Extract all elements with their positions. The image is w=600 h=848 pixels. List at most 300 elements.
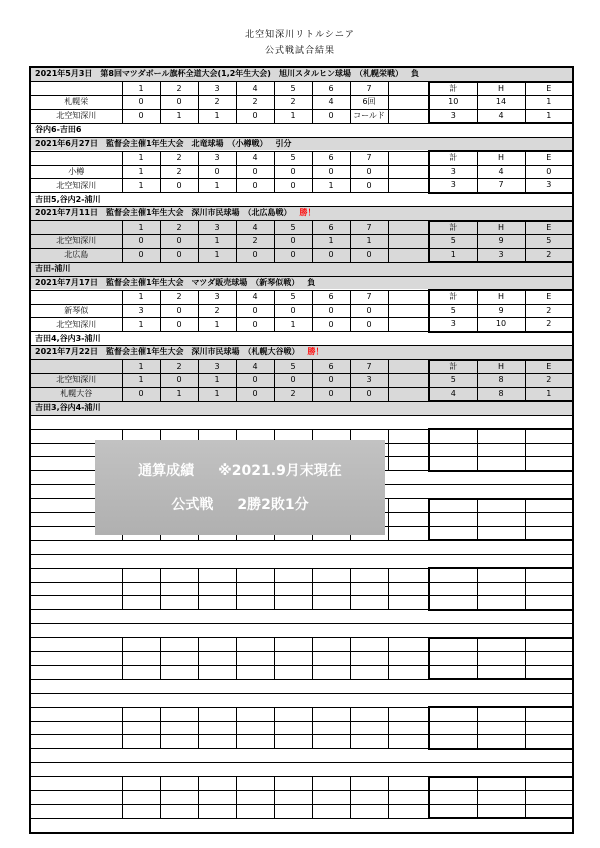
score-cell: 0 bbox=[236, 165, 274, 179]
empty-cell bbox=[525, 777, 573, 791]
score-cell: 2 bbox=[160, 165, 198, 179]
name-col-header bbox=[30, 221, 122, 235]
empty-cell bbox=[198, 665, 236, 679]
empty-cell bbox=[525, 443, 573, 457]
summary-category: 公式戦 bbox=[171, 497, 214, 513]
score-cell: 0 bbox=[312, 109, 350, 123]
empty-cell bbox=[30, 638, 122, 652]
name-col-header bbox=[30, 151, 122, 165]
empty-cell bbox=[274, 707, 312, 721]
empty-cell bbox=[30, 707, 122, 721]
score-cell: 6回 bbox=[350, 96, 388, 110]
empty-cell bbox=[477, 638, 525, 652]
empty-cell bbox=[350, 665, 388, 679]
empty-cell bbox=[160, 568, 198, 582]
empty-cell bbox=[198, 777, 236, 791]
empty-cell bbox=[429, 791, 477, 805]
score-cell: 1 bbox=[122, 179, 160, 193]
empty-footer-row bbox=[30, 540, 573, 554]
summary-record: 2勝2敗1分 bbox=[237, 497, 309, 513]
empty-cell bbox=[477, 735, 525, 749]
score-cell: 0 bbox=[312, 374, 350, 388]
score-cell: 0 bbox=[274, 374, 312, 388]
empty-cell bbox=[350, 582, 388, 596]
empty-cell bbox=[274, 652, 312, 666]
total-cell: 5 bbox=[429, 235, 477, 249]
total-header: 計 bbox=[429, 151, 477, 165]
hits-header: H bbox=[477, 151, 525, 165]
empty-cell bbox=[236, 596, 274, 610]
empty-cell bbox=[388, 596, 429, 610]
total-cell: 5 bbox=[429, 304, 477, 318]
empty-cell bbox=[236, 638, 274, 652]
empty-footer-row bbox=[30, 610, 573, 624]
errors-cell: 5 bbox=[525, 235, 573, 249]
inning-header: 7 bbox=[350, 360, 388, 374]
empty-cell bbox=[122, 596, 160, 610]
empty-cell bbox=[312, 721, 350, 735]
empty-cell bbox=[236, 791, 274, 805]
team-name-cell: 新琴似 bbox=[30, 304, 122, 318]
score-cell: 0 bbox=[160, 374, 198, 388]
score-cell: 0 bbox=[198, 165, 236, 179]
empty-cell bbox=[429, 707, 477, 721]
score-cell: 0 bbox=[350, 248, 388, 262]
empty-cell bbox=[312, 777, 350, 791]
empty-cell bbox=[122, 804, 160, 818]
inning-header: 3 bbox=[198, 290, 236, 304]
game-title-row bbox=[30, 346, 573, 360]
score-cell: 3 bbox=[122, 304, 160, 318]
game-result: 負 bbox=[410, 69, 419, 79]
inning-header: 2 bbox=[160, 360, 198, 374]
errors-header: E bbox=[525, 221, 573, 235]
empty-cell bbox=[236, 804, 274, 818]
summary-label: 通算成績 bbox=[138, 463, 195, 479]
empty-cell bbox=[274, 638, 312, 652]
game-title-text: 2021年5月3日 第8回マツダボール旗杯全道大会(1,2年生大会) 旭川スタルヒン球場 （札幌栄戦） bbox=[35, 69, 403, 79]
empty-cell bbox=[160, 804, 198, 818]
empty-cell bbox=[198, 568, 236, 582]
score-cell: 1 bbox=[160, 387, 198, 401]
hits-cell: 4 bbox=[477, 109, 525, 123]
spacer-cell bbox=[388, 290, 429, 304]
score-cell: 1 bbox=[198, 387, 236, 401]
empty-cell bbox=[477, 429, 525, 443]
inning-header: 1 bbox=[122, 360, 160, 374]
score-cell: 1 bbox=[160, 109, 198, 123]
game-title-text: 2021年7月22日 監督会主催1年生大会 深川市民球場 （札幌大谷戦） bbox=[35, 347, 300, 357]
empty-cell bbox=[525, 429, 573, 443]
score-cell: 1 bbox=[198, 109, 236, 123]
empty-cell bbox=[236, 652, 274, 666]
empty-cell bbox=[388, 526, 429, 540]
empty-cell bbox=[429, 429, 477, 443]
empty-cell bbox=[160, 735, 198, 749]
empty-cell bbox=[350, 652, 388, 666]
score-cell: 0 bbox=[274, 165, 312, 179]
game-title-text: 2021年7月11日 監督会主催1年生大会 深川市民球場 （北広島戦） bbox=[35, 208, 292, 218]
empty-cell bbox=[198, 707, 236, 721]
empty-cell bbox=[477, 707, 525, 721]
errors-cell: 1 bbox=[525, 109, 573, 123]
empty-cell bbox=[160, 638, 198, 652]
empty-cell bbox=[477, 652, 525, 666]
inning-header: 2 bbox=[160, 290, 198, 304]
total-header: 計 bbox=[429, 360, 477, 374]
errors-header: E bbox=[525, 290, 573, 304]
score-cell: 0 bbox=[350, 318, 388, 332]
total-header: 計 bbox=[429, 290, 477, 304]
empty-cell bbox=[477, 721, 525, 735]
empty-cell bbox=[477, 443, 525, 457]
empty-cell bbox=[236, 721, 274, 735]
hits-cell: 9 bbox=[477, 304, 525, 318]
empty-title-row bbox=[30, 624, 573, 638]
empty-title-row bbox=[30, 693, 573, 707]
hits-cell: 7 bbox=[477, 179, 525, 193]
empty-cell bbox=[30, 665, 122, 679]
inning-header: 3 bbox=[198, 221, 236, 235]
game-title-row bbox=[30, 207, 573, 221]
empty-cell bbox=[30, 721, 122, 735]
score-cell: 0 bbox=[122, 109, 160, 123]
spacer-cell bbox=[388, 248, 429, 262]
score-cell: 1 bbox=[312, 179, 350, 193]
score-cell: 0 bbox=[122, 387, 160, 401]
score-cell: 0 bbox=[122, 96, 160, 110]
score-cell: 0 bbox=[160, 248, 198, 262]
score-cell: 0 bbox=[312, 304, 350, 318]
score-cell: 0 bbox=[160, 235, 198, 249]
errors-cell: 0 bbox=[525, 165, 573, 179]
spacer-cell bbox=[388, 96, 429, 110]
hits-cell: 4 bbox=[477, 165, 525, 179]
empty-cell bbox=[122, 735, 160, 749]
empty-cell bbox=[122, 777, 160, 791]
empty-cell bbox=[477, 457, 525, 471]
empty-cell bbox=[429, 582, 477, 596]
score-cell: 0 bbox=[236, 179, 274, 193]
empty-cell bbox=[429, 665, 477, 679]
team-name-cell: 札幌大谷 bbox=[30, 387, 122, 401]
empty-cell bbox=[160, 596, 198, 610]
spacer-cell bbox=[388, 360, 429, 374]
empty-cell bbox=[477, 499, 525, 513]
team-name-cell: 北空知深川 bbox=[30, 235, 122, 249]
empty-cell bbox=[198, 582, 236, 596]
team-name-cell: 北空知深川 bbox=[30, 374, 122, 388]
empty-cell bbox=[388, 665, 429, 679]
empty-cell bbox=[312, 735, 350, 749]
spacer-cell bbox=[388, 374, 429, 388]
score-cell: 2 bbox=[236, 96, 274, 110]
errors-cell: 2 bbox=[525, 374, 573, 388]
empty-cell bbox=[388, 804, 429, 818]
empty-cell bbox=[350, 804, 388, 818]
inning-header: 6 bbox=[312, 151, 350, 165]
empty-cell bbox=[388, 638, 429, 652]
empty-cell bbox=[274, 791, 312, 805]
hits-cell: 14 bbox=[477, 96, 525, 110]
team-name-cell: 北空知深川 bbox=[30, 179, 122, 193]
errors-cell: 1 bbox=[525, 387, 573, 401]
battery-row: 吉田4,谷内3-浦川 bbox=[30, 332, 573, 346]
errors-cell: 3 bbox=[525, 179, 573, 193]
spacer-cell bbox=[388, 318, 429, 332]
score-cell: 1 bbox=[350, 235, 388, 249]
spacer-cell bbox=[388, 235, 429, 249]
name-col-header bbox=[30, 360, 122, 374]
empty-cell bbox=[30, 652, 122, 666]
empty-cell bbox=[160, 665, 198, 679]
empty-cell bbox=[477, 665, 525, 679]
hits-header: H bbox=[477, 290, 525, 304]
empty-cell bbox=[312, 568, 350, 582]
empty-cell bbox=[30, 804, 122, 818]
total-header: 計 bbox=[429, 82, 477, 96]
score-cell: 0 bbox=[236, 248, 274, 262]
empty-cell bbox=[122, 707, 160, 721]
empty-cell bbox=[429, 568, 477, 582]
empty-cell bbox=[30, 568, 122, 582]
empty-cell bbox=[525, 582, 573, 596]
empty-cell bbox=[429, 777, 477, 791]
score-cell: コールド bbox=[350, 109, 388, 123]
score-cell: 4 bbox=[312, 96, 350, 110]
inning-header: 1 bbox=[122, 221, 160, 235]
score-cell: 1 bbox=[198, 374, 236, 388]
empty-cell bbox=[236, 665, 274, 679]
hits-cell: 10 bbox=[477, 318, 525, 332]
empty-cell bbox=[274, 721, 312, 735]
empty-footer-row bbox=[30, 679, 573, 693]
team-name-cell: 北空知深川 bbox=[30, 318, 122, 332]
game-result: 負 bbox=[307, 277, 316, 287]
score-cell: 0 bbox=[274, 179, 312, 193]
empty-cell bbox=[312, 791, 350, 805]
inning-header: 5 bbox=[274, 151, 312, 165]
empty-cell bbox=[312, 638, 350, 652]
empty-cell bbox=[350, 707, 388, 721]
empty-cell bbox=[429, 638, 477, 652]
total-cell: 3 bbox=[429, 109, 477, 123]
empty-cell bbox=[477, 791, 525, 805]
empty-cell bbox=[274, 582, 312, 596]
errors-header: E bbox=[525, 82, 573, 96]
hits-header: H bbox=[477, 82, 525, 96]
empty-cell bbox=[312, 582, 350, 596]
empty-cell bbox=[122, 582, 160, 596]
game-title-row bbox=[30, 67, 573, 82]
empty-cell bbox=[429, 526, 477, 540]
game-title-text: 2021年7月17日 監督会主催1年生大会 マツダ販売球場 （新琴似戦） bbox=[35, 277, 300, 287]
empty-cell bbox=[312, 804, 350, 818]
empty-cell bbox=[477, 582, 525, 596]
inning-header: 4 bbox=[236, 221, 274, 235]
empty-cell bbox=[429, 804, 477, 818]
empty-cell bbox=[122, 721, 160, 735]
name-col-header bbox=[30, 82, 122, 96]
empty-cell bbox=[312, 652, 350, 666]
empty-cell bbox=[429, 513, 477, 527]
empty-cell bbox=[388, 499, 429, 513]
score-cell: 0 bbox=[350, 165, 388, 179]
empty-cell bbox=[388, 777, 429, 791]
total-cell: 1 bbox=[429, 248, 477, 262]
inning-header: 3 bbox=[198, 151, 236, 165]
score-cell: 0 bbox=[122, 248, 160, 262]
score-cell: 0 bbox=[350, 179, 388, 193]
empty-cell bbox=[525, 596, 573, 610]
total-cell: 4 bbox=[429, 387, 477, 401]
empty-cell bbox=[388, 791, 429, 805]
empty-cell bbox=[312, 596, 350, 610]
empty-cell bbox=[30, 735, 122, 749]
empty-cell bbox=[525, 652, 573, 666]
empty-cell bbox=[525, 804, 573, 818]
score-cell: 0 bbox=[274, 235, 312, 249]
score-cell: 2 bbox=[198, 304, 236, 318]
empty-cell bbox=[429, 596, 477, 610]
battery-row: 吉田5,谷内2-浦川 bbox=[30, 193, 573, 207]
game-title-row bbox=[30, 137, 573, 151]
errors-cell: 1 bbox=[525, 96, 573, 110]
empty-cell bbox=[388, 582, 429, 596]
empty-cell bbox=[122, 638, 160, 652]
empty-cell bbox=[429, 735, 477, 749]
hits-header: H bbox=[477, 360, 525, 374]
total-cell: 10 bbox=[429, 96, 477, 110]
battery-row: 吉田-浦川 bbox=[30, 262, 573, 276]
summary-overlay-box bbox=[95, 440, 385, 535]
score-cell: 0 bbox=[312, 165, 350, 179]
score-cell: 0 bbox=[160, 96, 198, 110]
total-cell: 3 bbox=[429, 179, 477, 193]
inning-header: 3 bbox=[198, 82, 236, 96]
score-cell: 0 bbox=[312, 387, 350, 401]
empty-cell bbox=[236, 777, 274, 791]
empty-title-row bbox=[30, 415, 573, 429]
inning-header: 6 bbox=[312, 82, 350, 96]
inning-header: 6 bbox=[312, 221, 350, 235]
empty-cell bbox=[429, 443, 477, 457]
total-header: 計 bbox=[429, 221, 477, 235]
empty-cell bbox=[525, 513, 573, 527]
empty-cell bbox=[274, 568, 312, 582]
empty-footer-row bbox=[30, 749, 573, 763]
spacer-cell bbox=[388, 82, 429, 96]
empty-cell bbox=[525, 721, 573, 735]
empty-cell bbox=[30, 582, 122, 596]
empty-cell bbox=[525, 526, 573, 540]
score-cell: 1 bbox=[198, 235, 236, 249]
empty-cell bbox=[312, 707, 350, 721]
empty-cell bbox=[525, 457, 573, 471]
page-title-team: 北空知深川リトルシニア bbox=[245, 30, 355, 40]
empty-cell bbox=[198, 804, 236, 818]
empty-cell bbox=[525, 568, 573, 582]
empty-cell bbox=[122, 652, 160, 666]
empty-cell bbox=[198, 638, 236, 652]
empty-cell bbox=[525, 707, 573, 721]
spacer-cell bbox=[388, 109, 429, 123]
empty-cell bbox=[388, 721, 429, 735]
empty-cell bbox=[160, 707, 198, 721]
inning-header: 4 bbox=[236, 151, 274, 165]
empty-cell bbox=[160, 652, 198, 666]
game-title-text: 2021年6月27日 監督会主催1年生大会 北竜球場 （小樽戦） bbox=[35, 138, 268, 148]
empty-cell bbox=[388, 568, 429, 582]
game-title-row bbox=[30, 276, 573, 290]
score-cell: 2 bbox=[274, 387, 312, 401]
empty-cell bbox=[160, 777, 198, 791]
score-cell: 2 bbox=[274, 96, 312, 110]
inning-header: 5 bbox=[274, 360, 312, 374]
score-cell: 2 bbox=[236, 235, 274, 249]
inning-header: 6 bbox=[312, 290, 350, 304]
inning-header: 7 bbox=[350, 82, 388, 96]
score-cell: 1 bbox=[122, 318, 160, 332]
summary-as-of: ※2021.9月末現在 bbox=[218, 463, 342, 479]
empty-cell bbox=[274, 665, 312, 679]
score-cell: 2 bbox=[198, 96, 236, 110]
score-cell: 0 bbox=[122, 235, 160, 249]
empty-cell bbox=[388, 707, 429, 721]
inning-header: 2 bbox=[160, 82, 198, 96]
inning-header: 4 bbox=[236, 82, 274, 96]
score-cell: 0 bbox=[274, 304, 312, 318]
total-cell: 3 bbox=[429, 318, 477, 332]
battery-row: 谷内6-吉田6 bbox=[30, 123, 573, 137]
battery-row: 吉田3,谷内4-浦川 bbox=[30, 401, 573, 415]
inning-header: 5 bbox=[274, 290, 312, 304]
spacer-cell bbox=[388, 179, 429, 193]
score-cell: 1 bbox=[122, 165, 160, 179]
inning-header: 5 bbox=[274, 221, 312, 235]
empty-cell bbox=[388, 735, 429, 749]
inning-header: 2 bbox=[160, 151, 198, 165]
empty-cell bbox=[429, 652, 477, 666]
errors-cell: 2 bbox=[525, 304, 573, 318]
empty-cell bbox=[477, 596, 525, 610]
inning-header: 1 bbox=[122, 290, 160, 304]
empty-cell bbox=[350, 568, 388, 582]
hits-cell: 3 bbox=[477, 248, 525, 262]
empty-cell bbox=[236, 735, 274, 749]
inning-header: 1 bbox=[122, 82, 160, 96]
name-col-header bbox=[30, 290, 122, 304]
team-name-cell: 札幌栄 bbox=[30, 96, 122, 110]
score-cell: 0 bbox=[236, 374, 274, 388]
empty-title-row bbox=[30, 554, 573, 568]
total-cell: 3 bbox=[429, 165, 477, 179]
inning-header: 7 bbox=[350, 221, 388, 235]
score-cell: 1 bbox=[274, 318, 312, 332]
empty-cell bbox=[477, 568, 525, 582]
spacer-cell bbox=[388, 304, 429, 318]
empty-cell bbox=[477, 804, 525, 818]
errors-cell: 2 bbox=[525, 318, 573, 332]
team-name-cell: 北空知深川 bbox=[30, 109, 122, 123]
empty-cell bbox=[350, 735, 388, 749]
score-cell: 0 bbox=[350, 304, 388, 318]
summary-line-2 bbox=[95, 494, 385, 514]
empty-cell bbox=[477, 777, 525, 791]
empty-cell bbox=[198, 791, 236, 805]
empty-cell bbox=[388, 457, 429, 471]
hits-cell: 8 bbox=[477, 374, 525, 388]
